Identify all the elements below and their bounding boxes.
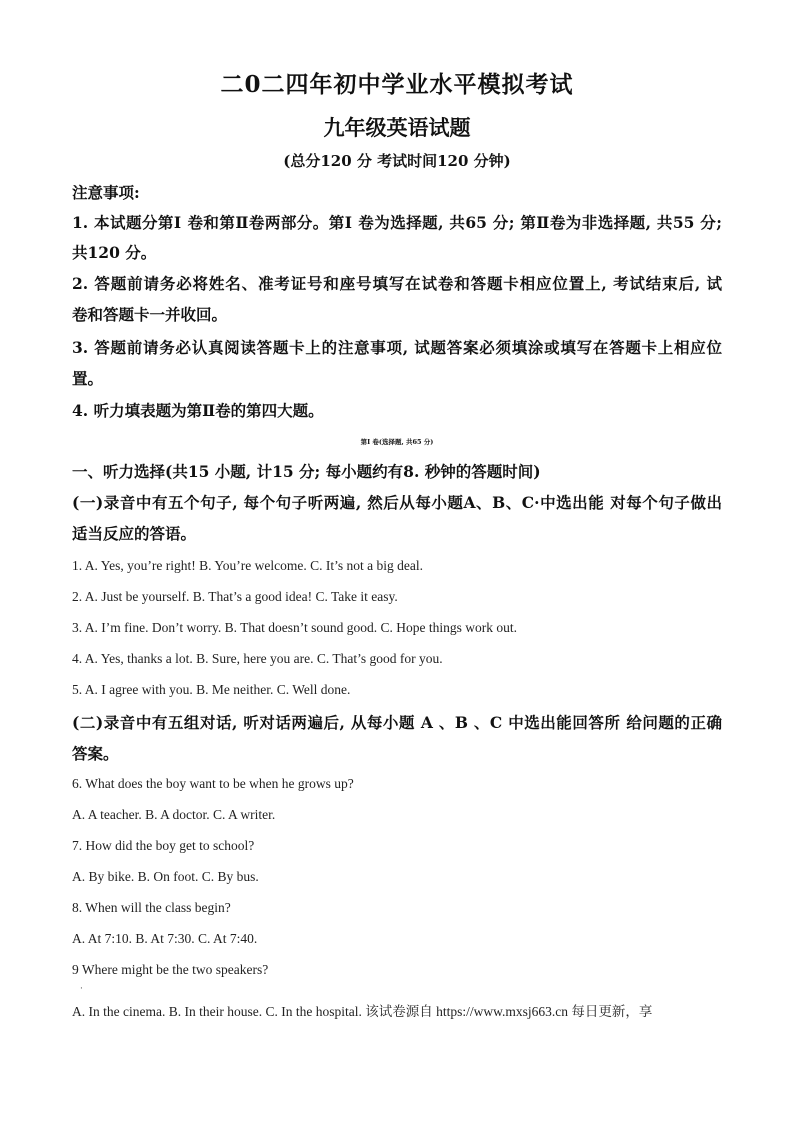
notice-line: 2. 答题前请务必将姓名、准考证号和座号填写在试卷和答题卡相应位置上, 考试结束后, 试 xyxy=(72,274,722,293)
question-stem: 7. How did the boy get to school? xyxy=(72,838,255,853)
exam-info: (总分120 分 考试时间120 分钟) xyxy=(283,152,511,170)
question-options: A. In the cinema. B. In their house. C. In the hospital. 该试卷源自 https://www.mxsj663.cn 每日更新，享 xyxy=(72,1004,653,1019)
notice-line: 卷和答题卡一并收回。 xyxy=(72,305,228,324)
notice-line: 3. 答题前请务必认真阅读答题卡上的注意事项, 试题答案必须填涂或填写在答题卡上相应位 xyxy=(72,338,722,357)
question-options: A. At 7:10. B. At 7:30. C. At 7:40. xyxy=(72,931,258,946)
question-stem: 6. What does the boy want to be when he grows up? xyxy=(72,776,354,791)
exam-title: 二0二四年初中学业水平模拟考试 xyxy=(220,71,574,98)
question-item: 3. A. I’m fine. Don’t worry. B. That doesn’t sound good. C. Hope things work out. xyxy=(72,620,517,635)
sub2-instruction: 答案。 xyxy=(72,744,119,763)
sub2-instruction: (二)录音中有五组对话, 听对话两遍后, 从每小题 A 、B 、C 中选出能回答所 给问题的正确 xyxy=(72,713,722,732)
question-stem: 8. When will the class begin? xyxy=(72,900,231,915)
exam-subtitle: 九年级英语试题 xyxy=(323,115,471,140)
notice-line: 置。 xyxy=(72,369,104,388)
notice-line: 1. 本试题分第Ⅰ 卷和第Ⅱ卷两部分。第Ⅰ 卷为选择题, 共65 分; 第Ⅱ卷为非选择题, 共55 分; xyxy=(72,213,722,232)
part-heading: 一、听力选择(共15 小题, 计15 分; 每小题约有8. 秒钟的答题时间) xyxy=(72,462,541,481)
section-title: 第Ⅰ 卷(选择题, 共65 分) xyxy=(360,438,434,446)
question-item: 1. A. Yes, you’re right! B. You’re welcome. C. It’s not a big deal. xyxy=(72,558,423,573)
question-stem: 9 Where might be the two speakers? xyxy=(72,962,269,977)
sub1-instruction: 适当反应的答语。 xyxy=(72,524,197,543)
stray-mark: · xyxy=(80,984,83,994)
notice-heading: 注意事项: xyxy=(72,183,140,202)
question-item: 4. A. Yes, thanks a lot. B. Sure, here you are. C. That’s good for you. xyxy=(72,651,443,666)
question-item: 5. A. I agree with you. B. Me neither. C. Well done. xyxy=(72,682,351,697)
question-options: A. A teacher. B. A doctor. C. A writer. xyxy=(72,807,276,822)
sub1-instruction: (一)录音中有五个句子, 每个句子听两遍, 然后从每小题A、B、C·中选出能 对每个句子做出 xyxy=(72,493,722,512)
question-item: 2. A. Just be yourself. B. That’s a good idea! C. Take it easy. xyxy=(72,589,398,604)
notice-line: 共120 分。 xyxy=(72,243,157,262)
question-options: A. By bike. B. On foot. C. By bus. xyxy=(72,869,259,884)
notice-line: 4. 听力填表题为第Ⅱ卷的第四大题。 xyxy=(72,401,324,420)
